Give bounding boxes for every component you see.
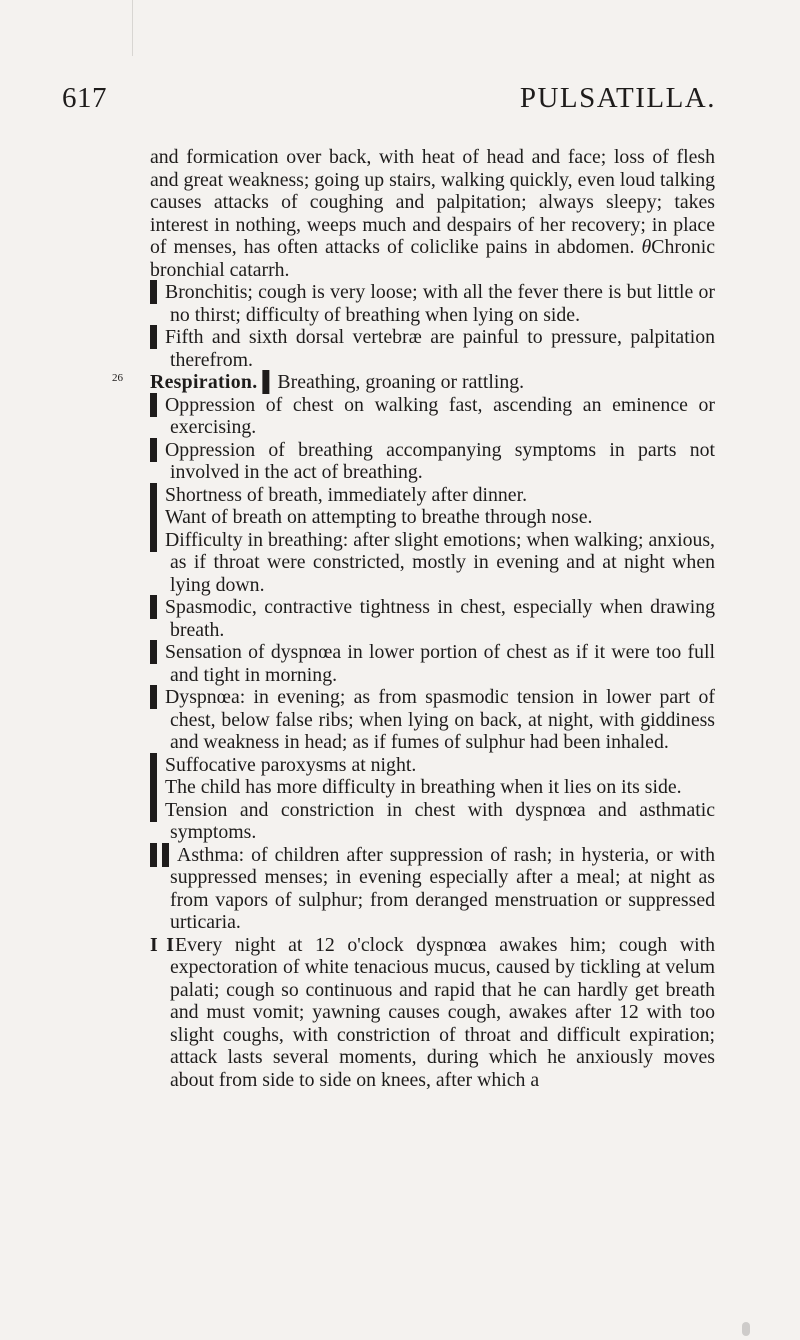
entry-text: Shortness of breath, immediately after dinner. (165, 483, 528, 506)
bronchitis-paragraph (150, 281, 715, 326)
entry (150, 439, 715, 484)
section-title: Respiration. (150, 371, 258, 393)
entry-text: Want of breath on attempting to breathe through nose. (165, 506, 593, 528)
bronchitis-text: Bronchitis; cough is very loose; with all the fever there is but little or no thirst; difficulty of breathing when lying on side. (165, 281, 715, 326)
entry-text: Difficulty in breathing: after slight emotions; when walking; anxious, as if throat were constricted, mostly in evening and at night when lying down. (165, 528, 715, 596)
emphasis-mark: ▌ (150, 393, 163, 416)
emphasis-mark: I I (150, 933, 172, 956)
vertebrae-paragraph (150, 326, 715, 371)
intro-text: and formication over back, with heat of head and face; loss of flesh and great weakness; going up stairs, walking quickly, even loud talking causes attacks of coughing and palpitation; always sleepy; takes interest in nothing, weeps much and despairs of her recovery; in place of menses, has often attacks of coliclike pains in abdomen. (150, 146, 715, 258)
emphasis-mark: ▌ (150, 528, 163, 551)
entry-text: Oppression of breathing accompanying symptoms in parts not involved in the act of breathing. (165, 438, 715, 483)
section-text: Breathing, groaning or rattling. (277, 371, 525, 393)
entry (150, 641, 715, 686)
emphasis-mark: ▌ (150, 281, 163, 303)
entry (150, 686, 715, 754)
entry (150, 484, 715, 507)
entry (150, 529, 715, 597)
emphasis-mark: ▌ (150, 753, 163, 776)
emphasis-mark: ▌ (150, 483, 163, 506)
entry (150, 799, 715, 844)
entry-text: Dyspnœa: in evening; as from spasmodic tension in lower part of chest, below false ribs; when lying on back, at night, with giddiness and weakness in head; as if fumes of sulphur had been inhaled. (165, 686, 715, 753)
emphasis-mark: ▌ (150, 438, 163, 461)
respiration-section: 26 Respiration. ▌ Breathing, groaning or rattling. (112, 371, 525, 393)
emphasis-mark: ▌▌ (150, 843, 175, 866)
entry-text: Sensation of dyspnœa in lower portion of chest as if it were too full and tight in morning. (165, 641, 715, 686)
emphasis-mark: ▌ (150, 641, 163, 663)
vertebrae-text: Fifth and sixth dorsal vertebræ are painful to pressure, palpitation therefrom. (165, 326, 715, 371)
intro-tail: Chronic bronchial catarrh. (150, 236, 715, 281)
entry (150, 776, 715, 799)
entry-text: The child has more difficulty in breathing when it lies on its side. (165, 776, 682, 798)
body-text (112, 146, 715, 1091)
entry (150, 934, 715, 1092)
ink-speck (742, 1322, 750, 1336)
entry-text: Asthma: of children after suppression of rash; in hysteria, or with suppressed menses; in evening especially after a meal; at night as from vapors of sulphur; from deranged menstruation or suppressed urticaria. (170, 843, 715, 933)
emphasis-mark: ▌ (150, 596, 163, 618)
emphasis-mark: ▌ (150, 798, 163, 821)
entry-text: Suffocative paroxysms at night. (165, 753, 417, 776)
entry (150, 844, 715, 934)
entry (150, 394, 715, 439)
emphasis-mark: ▌ (262, 371, 275, 393)
theta-marker: θ (641, 236, 652, 258)
running-title: PULSATILLA. (519, 82, 716, 114)
emphasis-mark: ▌ (150, 776, 163, 798)
emphasis-mark: ▌ (150, 326, 163, 348)
page-header (62, 82, 716, 122)
emphasis-mark: ▌ (150, 506, 163, 528)
entry (150, 754, 715, 777)
page-edge-line (132, 0, 133, 56)
entry (150, 596, 715, 641)
page-number: 617 (62, 82, 107, 114)
entry-text: Oppression of chest on walking fast, ascending an eminence or exercising. (165, 393, 715, 438)
entry-text: Every night at 12 o'clock dyspnœa awakes him; cough with expectoration of white tenacious mucus, caused by tickling at velum palati; cough so continuous and rapid that he can hardly get breath and must vomit; yawning causes cough, awakes after 12 with too slight coughs, with constriction of throat and difficult expiration; attack lasts several moments, during which he anxiously moves about from side to side on knees, after which a (170, 933, 715, 1091)
entry (150, 506, 715, 529)
entry-text: Tension and constriction in chest with dyspnœa and asthmatic symptoms. (165, 798, 715, 843)
intro-paragraph (150, 146, 715, 281)
entry-text: Spasmodic, contractive tightness in chest, especially when drawing breath. (165, 596, 715, 641)
emphasis-mark: ▌ (150, 686, 163, 708)
